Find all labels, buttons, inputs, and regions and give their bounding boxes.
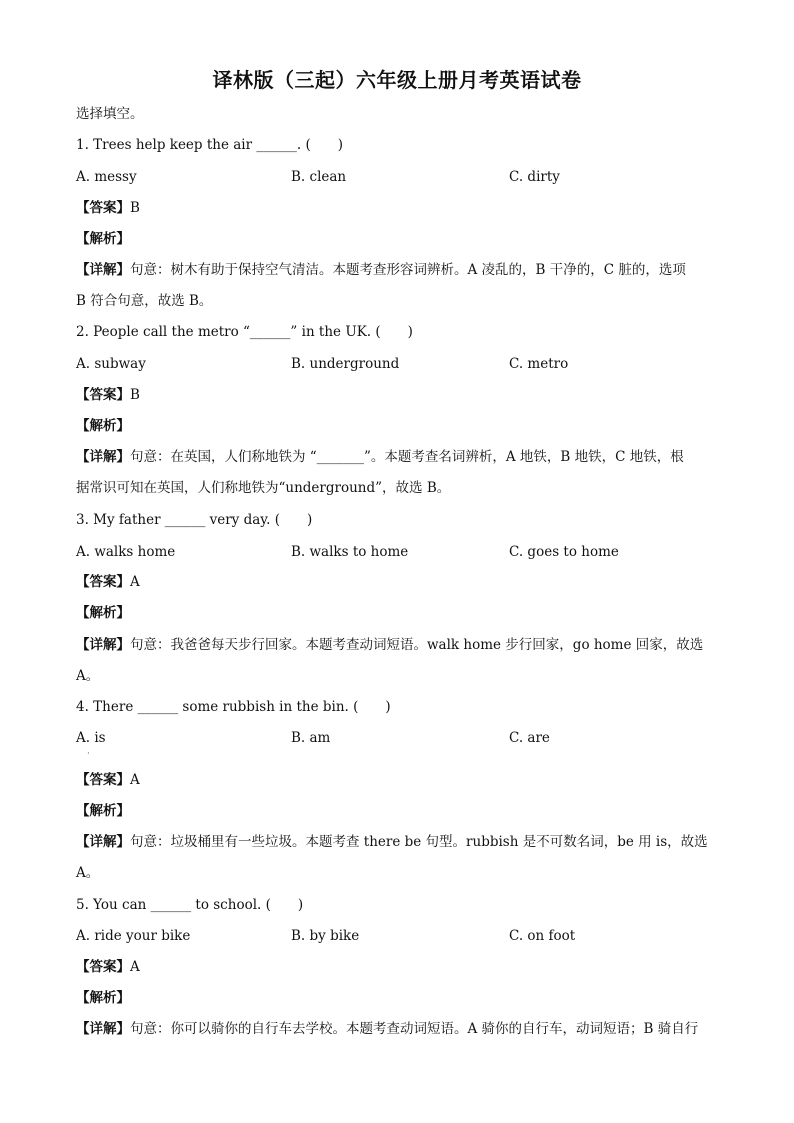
- question-4-option-c: C. are: [509, 730, 550, 746]
- answer-tag: 【答案】: [76, 200, 130, 216]
- question-5-detail: [76, 1020, 698, 1038]
- question-3-analysis: [76, 604, 130, 622]
- question-3-stem: 3. My father ______ very day. ( ): [76, 512, 313, 528]
- stray-dot: ·: [87, 749, 90, 759]
- question-5-answer: [76, 958, 140, 976]
- answer-value: A: [130, 574, 140, 590]
- analysis-tag: 【解析】: [76, 418, 130, 434]
- question-2-answer: [76, 386, 140, 404]
- question-4-detail-cont: A。: [76, 865, 100, 881]
- question-3-option-b: B. walks to home: [291, 544, 409, 560]
- answer-value: B: [130, 200, 140, 216]
- question-3-detail: [76, 636, 703, 654]
- analysis-tag: 【解析】: [76, 231, 130, 247]
- question-5-option-b: B. by bike: [291, 928, 360, 944]
- question-1-option-b: B. clean: [291, 169, 347, 185]
- detail-text: 句意：树木有助于保持空气清洁。本题考查形容词辨析。A 凌乱的，B 干净的，C 脏的，选项: [130, 262, 686, 278]
- answer-value: B: [130, 387, 140, 403]
- question-3-answer: [76, 573, 140, 591]
- question-1-option-a: A. messy: [76, 169, 137, 185]
- section-heading: 选择填空。: [76, 106, 144, 122]
- answer-tag: 【答案】: [76, 959, 130, 975]
- answer-value: A: [130, 772, 140, 788]
- page-title: 译林版（三起）六年级上册月考英语试卷: [212, 68, 582, 92]
- question-2-option-b: B. underground: [291, 356, 400, 372]
- question-4-option-b: B. am: [291, 730, 331, 746]
- question-1-option-c: C. dirty: [509, 169, 560, 185]
- question-1-stem: 1. Trees help keep the air ______. ( ): [76, 137, 343, 153]
- question-4-stem: 4. There ______ some rubbish in the bin. ( ): [76, 699, 391, 715]
- answer-tag: 【答案】: [76, 574, 130, 590]
- question-3-option-c: C. goes to home: [509, 544, 619, 560]
- question-4-answer: [76, 771, 140, 789]
- question-2-option-a: A. subway: [76, 356, 146, 372]
- analysis-tag: 【解析】: [76, 803, 130, 819]
- question-2-detail: [76, 448, 684, 466]
- question-5-option-c: C. on foot: [509, 928, 576, 944]
- analysis-tag: 【解析】: [76, 605, 130, 621]
- question-1-analysis: [76, 230, 130, 248]
- question-5-stem: 5. You can ______ to school. ( ): [76, 897, 304, 913]
- detail-tag: 【详解】: [76, 834, 130, 850]
- detail-tag: 【详解】: [76, 262, 130, 278]
- question-2-detail-cont: 据常识可知在英国，人们称地铁为“underground”，故选 B。: [76, 480, 451, 496]
- detail-text: 句意：你可以骑你的自行车去学校。本题考查动词短语。A 骑你的自行车，动词短语；B 骑自行: [130, 1021, 699, 1037]
- question-2-option-c: C. metro: [509, 356, 569, 372]
- question-2-stem: 2. People call the metro “______” in the UK. ( ): [76, 324, 413, 340]
- detail-text: 句意：垃圾桶里有一些垃圾。本题考查 there be 句型。rubbish 是不可数名词，be 用 is，故选: [130, 834, 708, 850]
- answer-value: A: [130, 959, 140, 975]
- detail-tag: 【详解】: [76, 1021, 130, 1037]
- answer-tag: 【答案】: [76, 387, 130, 403]
- question-5-option-a: A. ride your bike: [76, 928, 191, 944]
- answer-tag: 【答案】: [76, 772, 130, 788]
- detail-text: 句意：在英国，人们称地铁为 “_______”。本题考查名词辨析，A 地铁，B 地铁，C 地铁，根: [130, 449, 684, 465]
- question-3-option-a: A. walks home: [76, 544, 176, 560]
- question-4-option-a: A. is: [76, 730, 106, 746]
- question-3-detail-cont: A。: [76, 668, 100, 684]
- detail-tag: 【详解】: [76, 637, 130, 653]
- question-1-answer: [76, 199, 140, 217]
- question-2-analysis: [76, 417, 130, 435]
- analysis-tag: 【解析】: [76, 990, 130, 1006]
- question-1-detail: [76, 261, 686, 279]
- detail-text: 句意：我爸爸每天步行回家。本题考查动词短语。walk home 步行回家，go home 回家，故选: [130, 637, 704, 653]
- question-5-analysis: [76, 989, 130, 1007]
- detail-tag: 【详解】: [76, 449, 130, 465]
- question-4-detail: [76, 833, 708, 851]
- question-1-detail-cont: B 符合句意，故选 B。: [76, 293, 213, 309]
- question-4-analysis: [76, 802, 130, 820]
